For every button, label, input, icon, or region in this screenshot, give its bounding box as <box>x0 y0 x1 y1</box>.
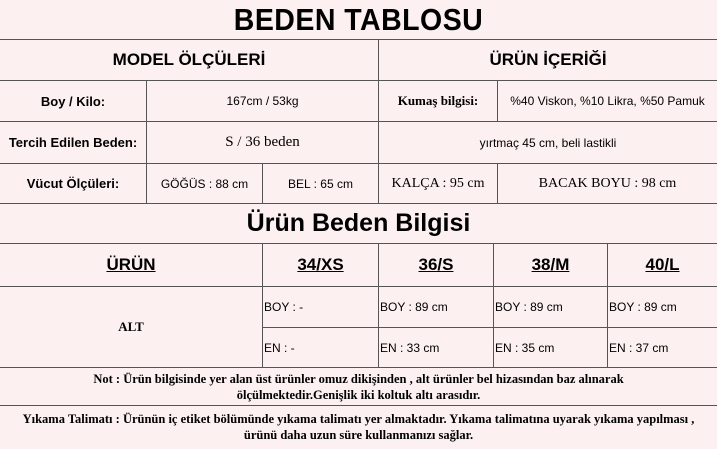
hip-value: KALÇA : 95 cm <box>391 175 485 191</box>
height-weight-value: 167cm / 53kg <box>226 94 299 108</box>
preferred-size-value: S / 36 beden <box>225 134 300 150</box>
washing-instructions: Yıkama Talimatı : Ürünün iç etiket bölümünde yıkama talimatı yer almaktadır. Yıkama talimatına uyarak yıkama yapılması , ürünü daha uzun süre kullanmanızı sağlar. <box>22 412 695 442</box>
page-title: BEDEN TABLOSU <box>233 2 484 37</box>
en-34: EN : - <box>264 340 295 355</box>
en-36: EN : 33 cm <box>380 340 440 355</box>
size-header-36: 36/S <box>418 255 454 274</box>
fabric-value: %40 Viskon, %10 Likra, %50 Pamuk <box>510 94 705 108</box>
boy-38: BOY : 89 cm <box>495 300 563 314</box>
product-name: ALT <box>118 319 144 334</box>
boy-34: BOY : - <box>264 300 304 314</box>
size-section-title: Ürün Beden Bilgisi <box>246 208 471 237</box>
preferred-size-label: Tercih Edilen Beden: <box>8 135 138 150</box>
en-40: EN : 37 cm <box>609 340 669 355</box>
boy-36: BOY : 89 cm <box>380 300 448 314</box>
waist-value: BEL : 65 cm <box>288 176 353 191</box>
size-header-product: ÜRÜN <box>106 255 156 274</box>
fabric-label: Kumaş bilgisi: <box>397 93 479 108</box>
product-note: yırtmaç 45 cm, beli lastikli <box>479 135 617 150</box>
body-measurements-label: Vücut Ölçüleri: <box>26 176 120 191</box>
size-header-38: 38/M <box>531 255 570 274</box>
boy-40: BOY : 89 cm <box>609 300 677 314</box>
en-38: EN : 35 cm <box>495 340 555 355</box>
chest-value: GÖĞÜS : 88 cm <box>160 176 249 191</box>
size-header-34: 34/XS <box>297 255 344 274</box>
measurement-note: Not : Ürün bilgisinde yer alan üst ürünler omuz dikişinden , alt ürünler bel hizasından baz alınarak ölçülmektedir.Genişlik iki koltuk altı arasıdır. <box>93 371 624 402</box>
size-header-40: 40/L <box>645 255 680 274</box>
height-weight-label: Boy / Kilo: <box>40 93 106 109</box>
model-measurements-header: MODEL ÖLÇÜLERİ <box>112 50 266 69</box>
inseam-value: BACAK BOYU : 98 cm <box>538 175 677 191</box>
product-content-header: ÜRÜN İÇERİĞİ <box>489 50 607 69</box>
